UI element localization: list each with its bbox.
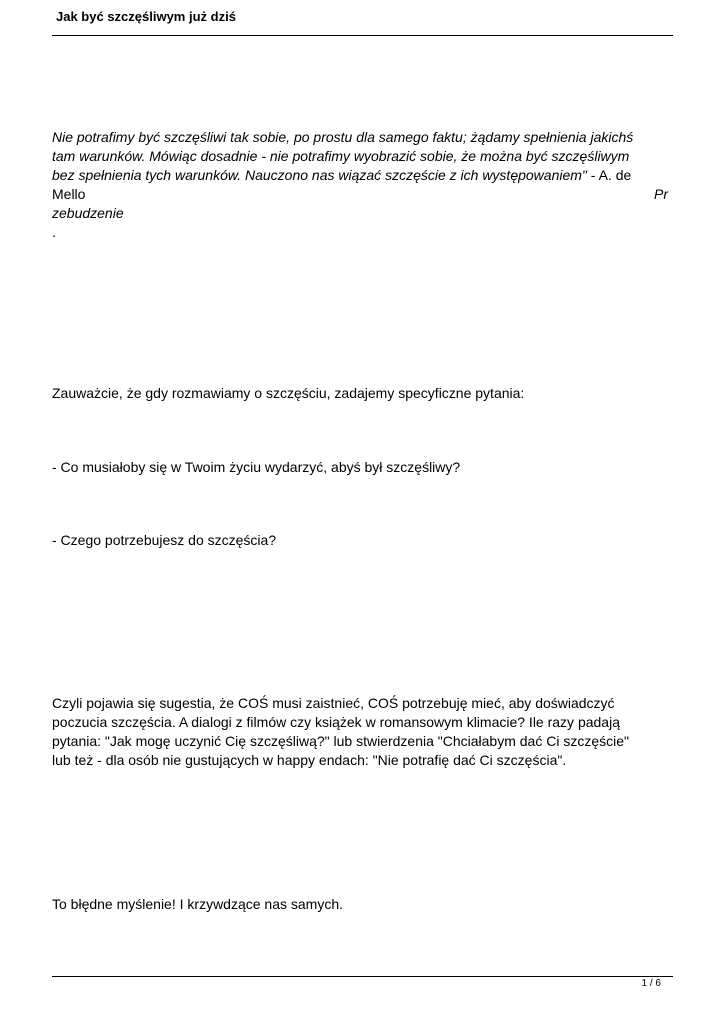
quote-author: Mello — [52, 186, 86, 202]
question-paragraph: - Co musiałoby się w Twoim życiu wydarzyć, abyś był szczęśliwy? — [52, 459, 461, 475]
quote-line: bez spełnienia tych warunków. Nauczono nas wiązać szczęście z ich występowaniem" - A. de — [52, 167, 632, 183]
page-number: 1 / 6 — [641, 978, 661, 989]
conclusion-paragraph: To błędne myślenie! I krzywdzące nas samych. — [52, 896, 344, 912]
document-title: Jak być szczęśliwym już dziś — [56, 9, 236, 24]
quote-trailing-dot: . — [52, 224, 56, 240]
quote-line — [52, 185, 668, 204]
quote-book-title-start: Pr — [654, 186, 668, 202]
header-divider — [52, 35, 673, 36]
quote-line: tam warunków. Mówiąc dosadnie - nie potrafimy wyobrazić sobie, że można być szczęśliwym — [52, 148, 630, 164]
intro-paragraph: Zauważcie, że gdy rozmawiamy o szczęściu, zadajemy specyficzne pytania: — [52, 385, 525, 401]
question-paragraph: - Czego potrzebujesz do szczęścia? — [52, 532, 277, 548]
quote-book-title-end: zebudzenie — [52, 205, 124, 221]
footer-divider — [52, 976, 673, 977]
suggestion-paragraph: Czyli pojawia się sugestia, że COŚ musi zaistnieć, COŚ potrzebuję mieć, aby doświadczyć poczucia szczęścia. A dialogi z filmów czy książek w romansowym klimacie? Ile razy padają pytania: "Jak mogę uczynić Cię szczęśliwą?" lub stwierdzenia "Chciałabym dać Ci szczęście" lub też - dla osób nie gustujących w happy endach: "Nie potrafię dać Ci szczęścia". — [52, 695, 629, 768]
quote-line: Nie potrafimy być szczęśliwi tak sobie, po prostu dla samego faktu; żądamy spełnienia jakichś — [52, 129, 634, 145]
opening-quote — [52, 128, 672, 242]
